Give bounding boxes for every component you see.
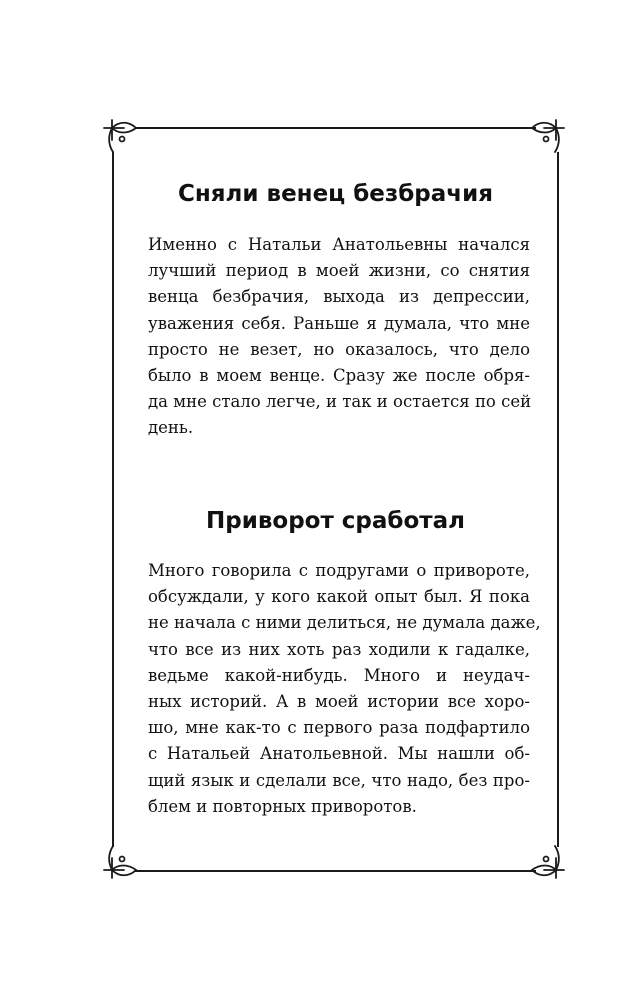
text-line: что все из них хоть раз ходили к гадалке, — [148, 639, 530, 659]
corner-ornament-top-left-icon — [96, 112, 140, 156]
text-line: было в моем венце. Сразу же после обря- — [148, 366, 530, 386]
text-line: да мне стало легче, и так и остается по сей — [148, 392, 532, 412]
text-line: день. — [148, 418, 194, 438]
frame-left-border — [112, 152, 114, 847]
section-heading-1: Сняли венец безбрачия — [178, 181, 493, 207]
text-line: просто не везет, но оказалось, что дело — [148, 339, 530, 359]
text-line: шо, мне как-то с первого раза подфартило — [148, 718, 530, 738]
text-line: с Натальей Анатольевной. Мы нашли об- — [148, 744, 530, 764]
text-line: не начала с ними делиться, не думала даже, — [148, 613, 541, 633]
text-line: блем и повторных приворотов. — [148, 796, 417, 816]
text-line: Много говорила с подругами о привороте, — [148, 561, 530, 580]
section-heading-2: Приворот сработал — [206, 508, 465, 534]
text-line: венца безбрачия, выхода из депрессии, — [148, 287, 530, 307]
text-line: ведьме какой-нибудь. Много и неудач- — [148, 665, 530, 685]
section-paragraph-1 — [148, 232, 530, 442]
text-line: обсуждали, у кого какой опыт был. Я пока — [148, 587, 530, 607]
text-line: ных историй. А в моей истории все хоро- — [148, 692, 530, 712]
frame-right-border — [557, 152, 559, 847]
corner-ornament-bottom-left-icon — [96, 842, 140, 886]
frame-top-border — [135, 127, 536, 129]
text-line: Именно с Натальи Анатольевны начался — [148, 235, 530, 254]
text-line: уважения себя. Раньше я думала, что мне — [148, 313, 530, 333]
text-line: лучший период в моей жизни, со снятия — [148, 261, 530, 281]
corner-ornament-top-right-icon — [528, 112, 572, 156]
corner-ornament-bottom-right-icon — [528, 842, 572, 886]
section-paragraph-2 — [148, 558, 541, 820]
text-line: щий язык и сделали все, что надо, без про- — [148, 770, 530, 790]
frame-bottom-border — [135, 870, 536, 872]
